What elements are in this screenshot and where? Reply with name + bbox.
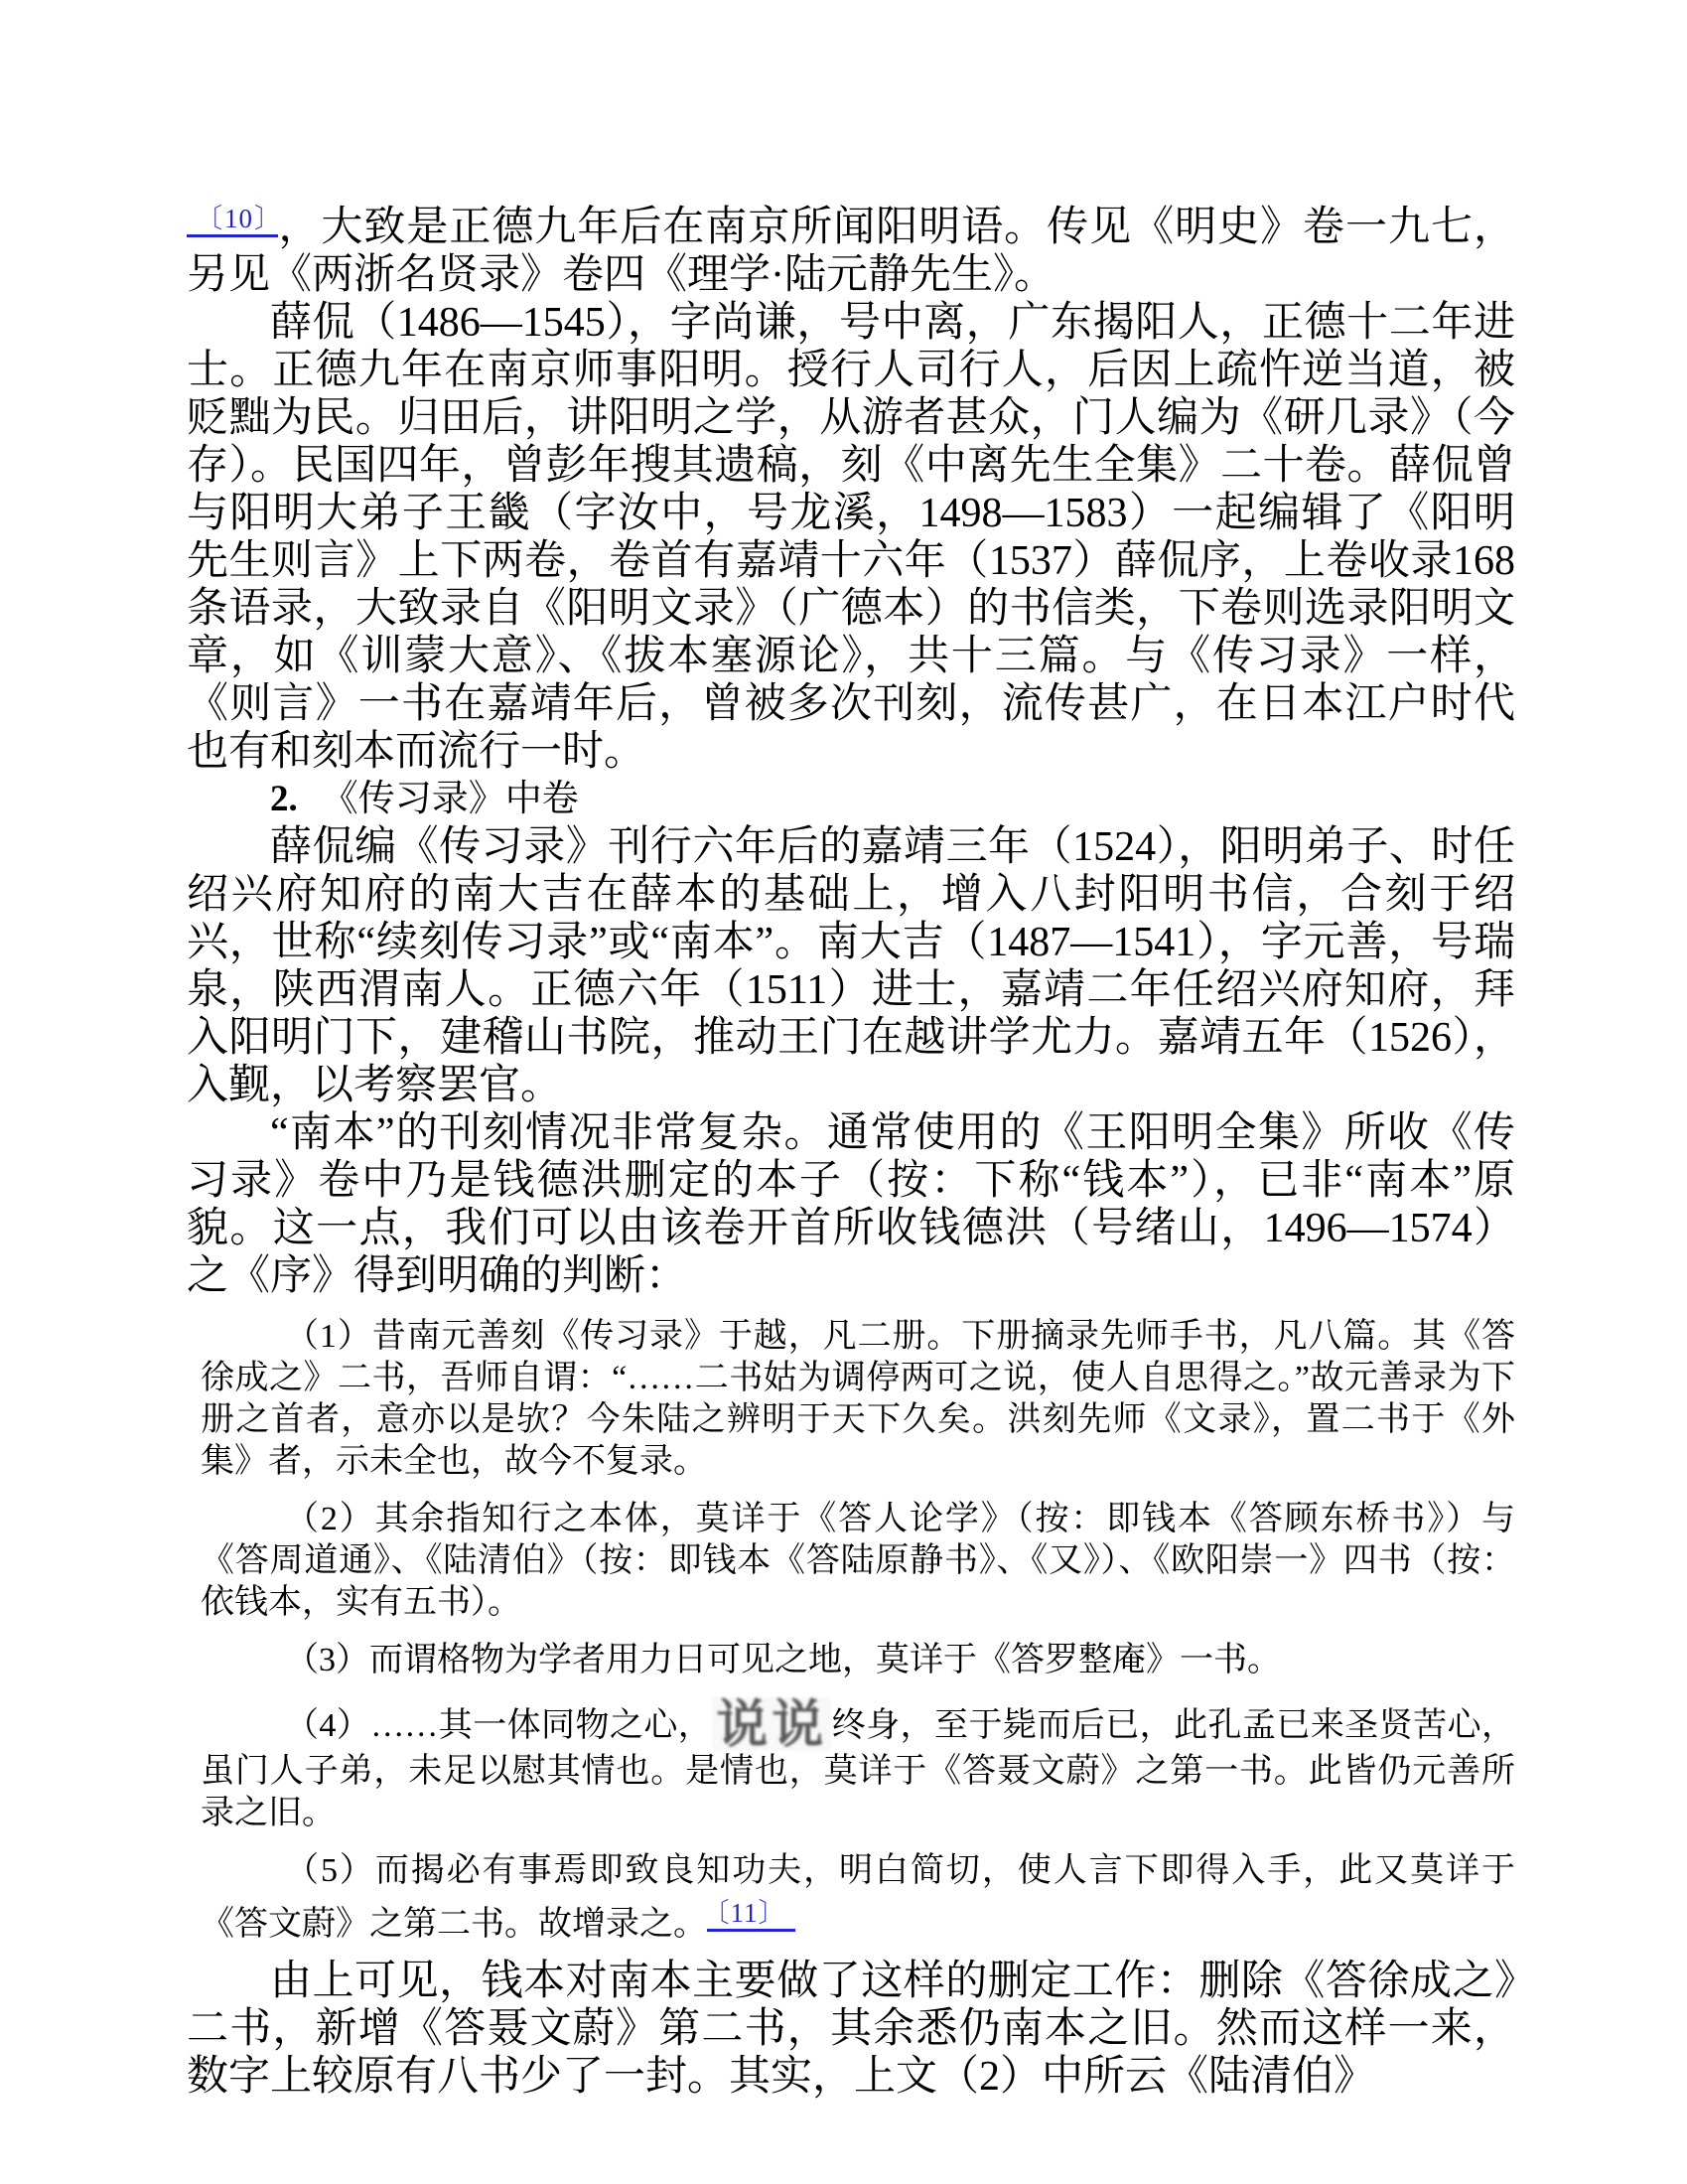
blockquote-item-5 (201, 1850, 1515, 1946)
paragraph-nandaji: 薛侃编《传习录》刊行六年后的嘉靖三年（1524），阳明弟子、时任绍兴府知府的南大吉在薛本的基础上，增入八封阳明书信，合刻于绍兴，世称“续刻传习录”或“南本”。南大吉（1487—1541），字元善，号瑞泉，陕西渭南人。正德六年（1511）进士，嘉靖二年任绍兴府知府，拜入阳明门下，建稽山书院，推动王门在越讲学尤力。嘉靖五年（1526），入觐，以考察罢官。 (187, 824, 1515, 1108)
blockquote-item-3: （3）而谓格物为学者用力日可见之地，莫详于《答罗整庵》一书。 (285, 1642, 1281, 1678)
paragraph-nanben-intro: “南本”的刊刻情况非常复杂。通常使用的《王阳明全集》所收《传习录》卷中乃是钱德洪删定的本子（按：下称“钱本”），已非“南本”原貌。这一点，我们可以由该卷开首所收钱德洪（号绪山，1496—1574）之《序》得到明确的判断： (187, 1110, 1515, 1299)
footnote-link-11[interactable]: 〔11〕 (707, 1898, 795, 1932)
blockquote-item-4-text-start: （4）……其一体同物之心， (285, 1707, 713, 1744)
blockquote-item-2: （2）其余指知行之本体，莫详于《答人论学》（按：即钱本《答顾东桥书》）与《答周道通》、《陆清伯》（按：即钱本《答陆原静书》、《又》）、《欧阳崇一》四书（按：依钱本，实有五书）。 (201, 1501, 1515, 1621)
blockquote-item-5-text: （5）而揭必有事焉即致良知功夫，明白简切，使人言下即得入手，此又莫详于《答文蔚》之第二书。故增录之。 (201, 1852, 1515, 1943)
paragraph-conclusion: 由上可见，钱本对南本主要做了这样的删定工作：删除《答徐成之》二书，新增《答聂文蔚》第二书，其余悉仍南本之旧。然而这样一来，数字上较原有八书少了一封。其实，上文（2）中所云《陆清伯》 (187, 1959, 1515, 2100)
section-heading (187, 776, 1515, 823)
section-heading-number: 2. (270, 779, 298, 819)
blockquote-item-1: （1）昔南元善刻《传习录》于越，凡二册。下册摘录先师手书，凡八篇。其《答徐成之》二书，吾师自谓：“……二书姑为调停两可之说，使人自思得之。”故元善录为下册之首者，意亦以是欤？今朱陆之辨明于天下久矣。洪刻先师《文录》，置二书于《外集》者，示未全也，故今不复录。 (201, 1318, 1515, 1480)
text-column (187, 195, 1515, 2101)
blockquote-item-4-text-end: 终身，至于毙而后已，此孔孟已来圣贤苦心，虽门人子弟，未足以慰其情也。是情也，莫详于《答聂文蔚》之第一书。此皆仍元善所录之旧。 (201, 1707, 1516, 1831)
paragraph-continuation-text: ，大致是正德九年后在南京所闻阳明语。传见《明史》卷一九七，另见《两浙名贤录》卷四《理学·陆元静先生》。 (187, 205, 1515, 298)
section-heading-title: 《传习录》中卷 (321, 779, 579, 819)
blockquote-item-4 (201, 1697, 1515, 1834)
watermark-overlay: 说说 (712, 1697, 831, 1751)
paragraph-xuekan-bio: 薛侃（1486—1545），字尚谦，号中离，广东揭阳人，正德十二年进士。正德九年在南京师事阳明。授行人司行人，后因上疏忤逆当道，被贬黜为民。归田后，讲阳明之学，从游者甚众，门人编为《研几录》（今存）。民国四年，曾彭年搜其遗稿，刻《中离先生全集》二十卷。薛侃曾与阳明大弟子王畿（字汝中，号龙溪，1498—1583）一起编辑了《阳明先生则言》上下两卷，卷首有嘉靖十六年（1537）薛侃序，上卷收录168条语录，大致录自《阳明文录》（广德本）的书信类，下卷则选录阳明文章，如《训蒙大意》、《拔本塞源论》，共十三篇。与《传习录》一样，《则言》一书在嘉靖年后，曾被多次刊刻，流传甚广，在日本江户时代也有和刻本而流行一时。 (187, 300, 1515, 775)
footnote-link-10[interactable]: 〔10〕 (187, 204, 278, 237)
paragraph-continuation (187, 195, 1515, 299)
